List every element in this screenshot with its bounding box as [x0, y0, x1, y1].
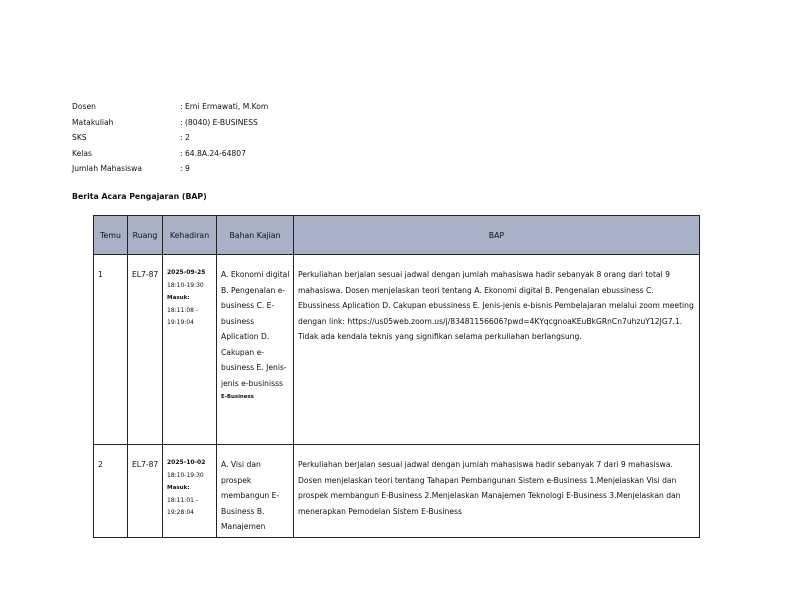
- cell-kehadiran: [163, 255, 217, 445]
- kehadiran-masuk-time: 18:11:08 - 19:19:04: [167, 306, 199, 326]
- bap-table: [93, 215, 700, 538]
- bap-section-title: Berita Acara Pengajaran (BAP): [72, 192, 207, 201]
- table-header-row: [94, 216, 700, 255]
- info-row-jumlah-mahasiswa: [72, 161, 268, 177]
- header-temu: Temu: [94, 216, 128, 255]
- info-value: : 64.8A.24-64807: [180, 148, 246, 158]
- info-label: Dosen: [72, 102, 96, 112]
- table-row: [94, 255, 700, 445]
- kehadiran-masuk-time: 18:11:01 - 19:28:04: [167, 496, 199, 516]
- info-row-dosen: [72, 99, 268, 115]
- cell-temu: 1: [94, 255, 128, 445]
- header-bap: BAP: [294, 216, 700, 255]
- header-ruang: Ruang: [128, 216, 163, 255]
- bahan-kajian-text: A. Visi dan prospek membangun E-Business B. Manajemen: [221, 460, 280, 531]
- info-label: Matakuliah: [72, 117, 114, 127]
- kehadiran-date: 2025-09-25: [167, 269, 206, 276]
- cell-ruang: EL7-87: [128, 445, 163, 538]
- kehadiran-date: 2025-10-02: [167, 459, 206, 466]
- info-label: Jumlah Mahasiswa: [72, 164, 142, 174]
- info-row-matakuliah: [72, 115, 268, 131]
- bahan-kajian-subtitle: E-Business: [221, 394, 254, 400]
- info-label: Kelas: [72, 148, 92, 158]
- bahan-kajian-text: A. Ekonomi digital B. Pengenalan e-business C. E-business Aplication D. Cakupan e-business E. Jenis-jenis e-businisss: [221, 270, 290, 388]
- header-kehadiran: Kehadiran: [163, 216, 217, 255]
- info-row-kelas: [72, 146, 268, 162]
- cell-bahan-kajian: [217, 255, 294, 445]
- table-row: [94, 445, 700, 538]
- cell-bap: Perkuliahan berjalan sesuai jadwal dengan jumlah mahasiswa hadir sebanyak 7 dari 9 mahasiswa. Dosen menjelaskan teori tentang Tahapan Pembangunan Sistem e-Business 1.Menjelaskan Visi dan prospek membangun E-Business 2.Menjelaskan Manajemen Teknologi E-Business 3.Menjelaskan dan menerapkan Pemodelan Sistem E-Business: [294, 445, 700, 538]
- info-value: : 2: [180, 133, 190, 143]
- info-value: : 9: [180, 164, 190, 174]
- cell-kehadiran: [163, 445, 217, 538]
- info-value: : Erni Ermawati, M.Kom: [180, 102, 269, 112]
- kehadiran-masuk-label: Masuk:: [167, 295, 190, 301]
- cell-bap: Perkuliahan berjalan sesuai jadwal dengan jumlah mahasiswa hadir sebanyak 8 orang dari total 9 mahasiswa. Dosen menjelaskan teori tentang A. Ekonomi digital B. Pengenalan ebussiness C. Ebussiness Aplication D. Cakupan ebussiness E. Jenis-jenis e-bisnis Pembelajaran melalui zoom meeting dengan link: https://us05web.zoom.us/j/83481156606?pwd=4KYqcgnoaKEuBkGRnCn7uhzuY12JG7.1. Tidak ada kendala teknis yang signifikan selama perkuliahan berlangsung.: [294, 255, 700, 445]
- course-info: [72, 99, 268, 177]
- cell-temu: 2: [94, 445, 128, 538]
- info-value: : (8040) E-BUSINESS: [180, 117, 258, 127]
- info-row-sks: [72, 130, 268, 146]
- info-label: SKS: [72, 133, 87, 143]
- cell-bahan-kajian: [217, 445, 294, 538]
- kehadiran-time: 18:10-19:30: [167, 471, 204, 479]
- cell-ruang: EL7-87: [128, 255, 163, 445]
- kehadiran-time: 18:10-19:30: [167, 281, 204, 289]
- kehadiran-masuk-label: Masuk:: [167, 485, 190, 491]
- header-bahan-kajian: Bahan Kajian: [217, 216, 294, 255]
